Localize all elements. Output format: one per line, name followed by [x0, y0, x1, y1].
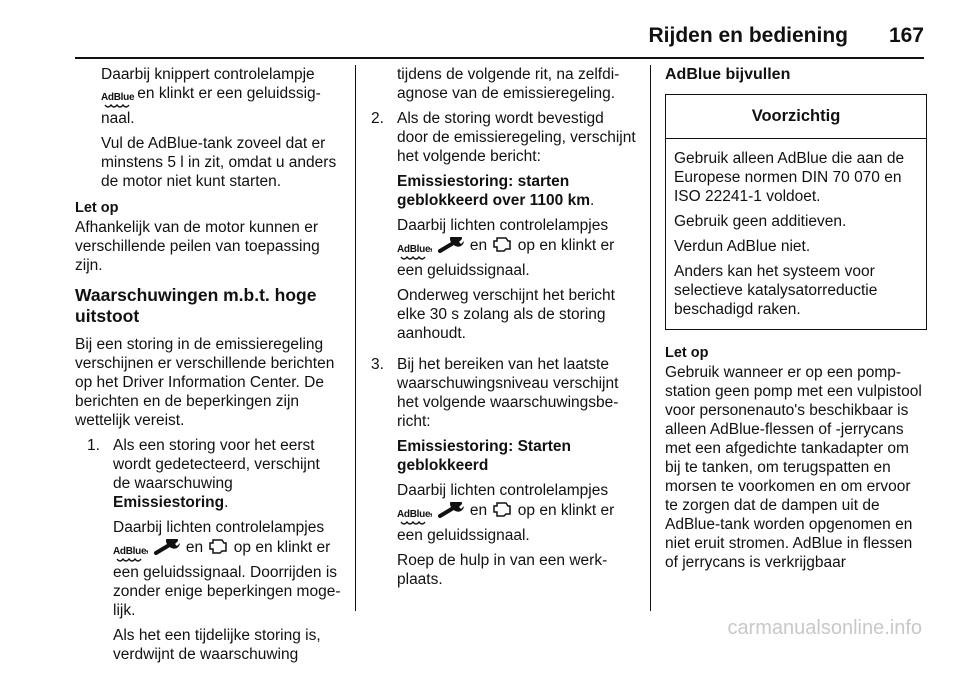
- note-body: Afhankelijk van de motor kunnen er verschillende peilen van toepassing zijn.: [75, 219, 320, 274]
- column-1: [75, 65, 341, 676]
- paragraph: Daarbij knippert controlelampje AdBlue en klinkt er een geluidssignaal.: [101, 66, 321, 127]
- wrench-icon: [438, 237, 466, 258]
- paragraph: Bij een storing in de emissieregeling verschijnen er verschillende berichten op het Driver Information Center. De berichten en de beperkingen zijn wettelijk vereist.: [75, 336, 335, 429]
- engine-check-icon: [207, 537, 229, 560]
- caution-item: Verdun AdBlue niet.: [674, 238, 811, 255]
- caution-item: Gebruik geen additieven.: [674, 213, 847, 230]
- paragraph: Vul de AdBlue-tank zoveel dat er minstens 5 l in zit, omdat u anders de motor niet kunt starten.: [101, 135, 337, 190]
- column-2: [371, 65, 637, 601]
- caution-title: Voorzichtig: [666, 95, 926, 139]
- adblue-icon: AdBlue: [397, 245, 429, 261]
- header-divider: [75, 57, 924, 59]
- caution-box: [665, 94, 927, 330]
- paragraph: tijdens de volgende rit, na zelfdiagnose van de emissieregeling.: [397, 66, 620, 102]
- section-heading: Waarschuwingen m.b.t. hoge uitstoot: [75, 285, 317, 326]
- engine-check-icon: [491, 235, 513, 258]
- adblue-icon: AdBlue: [113, 547, 145, 563]
- watermark: carmanualsonline.info: [727, 617, 922, 639]
- list-item: 1. Als een storing voor het eerst wordt gedetecteerd, verschijnt de waarschuwing Emissiestoring. Daarbij lichten controlelampjes AdBlue , en op en klinkt er een geluidssignaal. Doorrijden is zonder enige beperkingen mogelijk. Als het een tijdelijke storing is, verdwijnt de waarschuwing: [87, 437, 341, 663]
- note-body: Gebruik wanneer er op een pompstation geen pomp met een vulpistool voor personenauto's beschikbaar is alleen AdBlue-flessen of -jerrycans met een afgedichte tankadapter om bij te tanken, om terugspatten en morsen te voorkomen en om ervoor te zorgen dat de dampen uit de AdBlue-tank worden opgenomen en niet eruit stromen. AdBlue in flessen of jerrycans is verkrijgbaar: [665, 364, 922, 571]
- caution-body: [666, 139, 926, 329]
- list-item: 3. Bij het bereiken van het laatste waarschuwingsniveau verschijnt het volgende waarschuwingsbericht: Emissiestoring: Starten geblokkeerd Daarbij lichten controlelampjes AdBlue , en op en klinkt er een geluidssignaal. Roep de hulp in van een werkplaats.: [371, 356, 619, 588]
- page-number: 167: [888, 24, 924, 47]
- note-title: Let op: [75, 200, 119, 216]
- section-heading: AdBlue bijvullen: [665, 66, 791, 83]
- adblue-icon: AdBlue: [101, 93, 133, 109]
- section-title: Rijden en bediening: [648, 24, 848, 47]
- column-divider: [650, 65, 651, 611]
- engine-check-icon: [491, 500, 513, 523]
- column-3: [665, 65, 927, 578]
- caution-item: Gebruik alleen AdBlue die aan de Europese normen DIN 70 070 en ISO 22241-1 voldoet.: [674, 150, 905, 205]
- list-item: 2. Als de storing wordt bevestigd door de emissieregeling, verschijnt het volgende bericht: Emissiestoring: starten geblokkeerd over 1100 km. Daarbij lichten controlelampjes AdBlue , en op en klinkt er een geluidssignaal. Onderweg verschijnt het bericht elke 30 s zolang als de storing aanhoudt.: [371, 110, 636, 342]
- wrench-icon: [438, 502, 466, 523]
- note-title: Let op: [665, 345, 709, 361]
- adblue-icon: AdBlue: [397, 510, 429, 526]
- wrench-icon: [154, 539, 182, 560]
- column-divider: [355, 65, 356, 611]
- caution-item: Anders kan het systeem voor selectieve katalysatorreductie beschadigd raken.: [674, 263, 878, 318]
